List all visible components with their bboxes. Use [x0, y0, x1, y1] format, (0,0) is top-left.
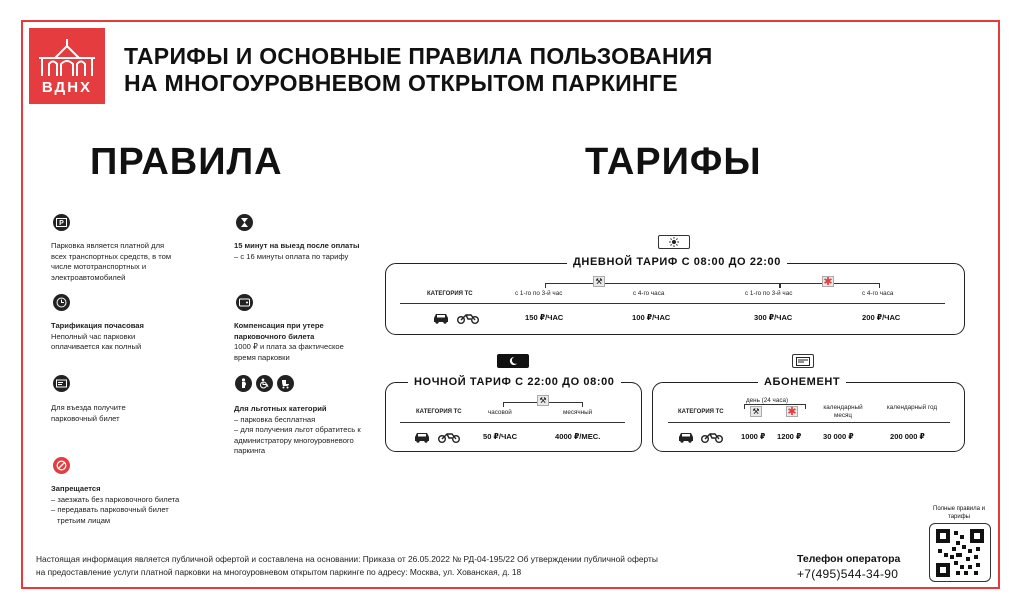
subscription-price-1: 1000 ₽ — [741, 432, 766, 441]
rule-benefits-title: Для льготных категорий — [234, 404, 327, 413]
night-car-icon — [413, 430, 431, 448]
logo-text: ВДНХ — [41, 79, 93, 96]
rule-benefits-line-2: – для получения льгот обратитесь к администратору многоуровневого паркинга — [234, 425, 361, 455]
rule-benefits-line-1: – парковка бесплатная — [234, 414, 316, 424]
rule-lost-text: 1000 ₽ и плата за фактическое время парковки — [234, 342, 344, 362]
day-star-tile-icon: ✱ — [823, 276, 833, 288]
night-tariff-title: НОЧНОЙ ТАРИФ С 22:00 ДО 08:00 — [408, 376, 621, 388]
night-category-label: КАТЕГОРИЯ ТС — [416, 409, 462, 415]
subscription-price-2: 1200 ₽ — [777, 432, 802, 441]
family-icon — [235, 375, 294, 392]
subscription-day-label: день (24 часа) — [746, 397, 789, 404]
prohibited-icon — [53, 457, 70, 474]
rule-lost-title: Компенсация при утере парковочного билета — [234, 321, 324, 341]
subscription-box — [652, 382, 965, 452]
day-car-tile-icon: ⚒ — [593, 276, 605, 287]
rule-lost-ticket — [234, 321, 364, 363]
day-car-icon — [432, 311, 450, 329]
legal-line-1: Настоящая информация является публичной офертой и составлена на основании: Приказа от 26.05.2022 № РД-04-195/22 Об утверждении публичной оферты — [36, 554, 658, 564]
subscription-moto-icon — [700, 430, 724, 448]
wheelchair-icon — [256, 375, 273, 392]
day-moto-icon — [456, 311, 480, 329]
rule-hourly-title: Тарификация почасовая — [51, 321, 144, 330]
moon-icon — [497, 354, 529, 368]
stroller-icon — [277, 375, 294, 392]
sun-icon — [658, 235, 690, 249]
night-col-2: месячный — [563, 409, 593, 416]
day-col-2: с 4-го часа — [633, 290, 665, 297]
rule-prohibited-title: Запрещается — [51, 484, 101, 493]
qr-code-icon — [936, 529, 984, 577]
day-col-3: с 1-го по 3-й час — [745, 290, 793, 297]
day-col-1: с 1-го по 3-й час — [515, 290, 563, 297]
rule-get-ticket: Для въезда получите парковочный билет — [51, 403, 126, 423]
vdnh-logo — [29, 28, 105, 104]
rule-prohibited-line-2: – передавать парковочный билет — [51, 505, 169, 514]
card-icon — [792, 354, 814, 368]
clock-icon — [53, 294, 70, 311]
rule-hourly — [51, 321, 181, 353]
operator-phone-label: Телефон оператора — [797, 553, 901, 565]
pregnant-icon — [235, 375, 252, 392]
night-price-2: 4000 ₽/МЕС. — [555, 432, 601, 441]
hourglass-icon — [236, 214, 253, 231]
subscription-price-3: 30 000 ₽ — [823, 432, 854, 441]
day-tariff-title: ДНЕВНОЙ ТАРИФ С 08:00 ДО 22:00 — [567, 256, 787, 268]
qr-code[interactable] — [929, 523, 991, 582]
subscription-star-icon: ✱ — [787, 406, 797, 418]
operator-phone[interactable]: +7(495)544-34-90 — [797, 567, 899, 581]
rule-prohibited-line-3: третьим лицам — [57, 515, 111, 525]
rule-exit-text: – с 16 минуты оплата по тарифу — [234, 251, 349, 261]
night-divider — [400, 422, 625, 423]
rule-prohibited — [51, 484, 211, 526]
subscription-tile-icon: ⚒ — [750, 406, 762, 417]
night-tile-icon: ⚒ — [537, 395, 549, 406]
day-price-2: 100 ₽/ЧАС — [632, 313, 671, 322]
subscription-price-4: 200 000 ₽ — [890, 432, 925, 441]
page-title — [124, 43, 713, 97]
title-line-2: НА МНОГОУРОВНЕВОМ ОТКРЫТОМ ПАРКИНГЕ — [124, 70, 678, 96]
subscription-category-label: КАТЕГОРИЯ ТС — [678, 409, 724, 415]
day-price-1: 150 ₽/ЧАС — [525, 313, 564, 322]
rule-exit-title: 15 минут на выезд после оплаты — [234, 241, 360, 250]
title-line-1: ТАРИФЫ И ОСНОВНЫЕ ПРАВИЛА ПОЛЬЗОВАНИЯ — [124, 43, 713, 69]
legal-line-2: на предоставление услуги платной парковки на многоуровневом открытом паркинге по адресу: Москва, ул. Хованская, д. 18 — [36, 566, 522, 577]
svg-text:P: P — [59, 220, 64, 227]
rule-benefits — [234, 404, 374, 457]
subscription-title: АБОНЕМЕНТ — [758, 376, 846, 388]
rule-prohibited-line-1: – заезжать без парковочного билета — [51, 494, 180, 504]
ticket-icon — [53, 375, 70, 392]
subscription-divider — [668, 422, 950, 423]
day-category-label: КАТЕГОРИЯ ТС — [427, 291, 473, 297]
night-price-1: 50 ₽/ЧАС — [483, 432, 518, 441]
day-price-4: 200 ₽/ЧАС — [862, 313, 901, 322]
day-col-4: с 4-го часа — [862, 290, 894, 297]
night-moto-icon — [437, 430, 461, 448]
day-bracket-car — [545, 283, 780, 288]
rule-paid-parking: Парковка является платной для всех транспортных средств, в том числе мототранспортных и электроавтомобилей — [51, 241, 172, 282]
night-col-1: часовой — [488, 409, 512, 416]
day-price-3: 300 ₽/ЧАС — [754, 313, 793, 322]
day-divider — [400, 303, 945, 304]
qr-label: Полные правила и тарифы — [933, 506, 985, 520]
wallet-icon — [236, 294, 253, 311]
subscription-month-label: календарный месяц — [823, 404, 863, 419]
rule-exit-time — [234, 241, 374, 262]
subscription-car-icon — [677, 430, 695, 448]
tariffs-heading: ТАРИФЫ — [585, 141, 762, 183]
rule-hourly-text: Неполный час парковки оплачивается как полный — [51, 331, 142, 351]
subscription-year-label: календарный год — [886, 404, 938, 411]
legal-footer — [36, 553, 776, 578]
rules-heading: ПРАВИЛА — [90, 141, 283, 183]
parking-icon — [53, 214, 70, 231]
